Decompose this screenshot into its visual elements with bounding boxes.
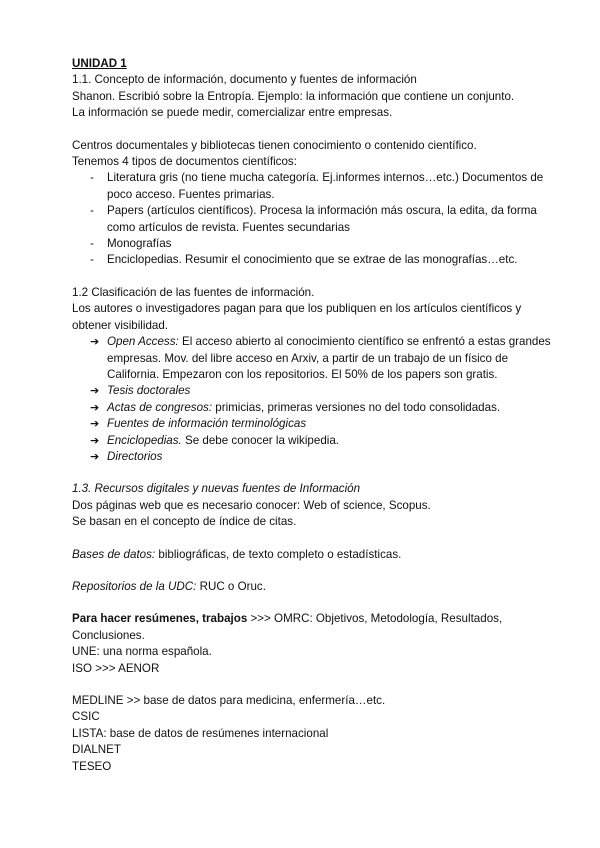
list-item: - Literatura gris (no tiene mucha categoría. Ej.informes internos…etc.) Documentos de poco acceso. Fuentes primarias.	[72, 170, 560, 203]
section-1-3-heading: 1.3. Recursos digitales y nuevas fuentes de Información	[72, 482, 361, 496]
shanon-line: Shanon. Escribió sobre la Entropía. Ejemplo: la información que contiene un conjunto.	[72, 89, 515, 103]
web-pages-line: Dos páginas web que es necesario conocer: Web of science, Scopus.	[72, 498, 431, 512]
section-1-2-intro: Los autores o investigadores pagan para que los publiquen en los artículos científicos y obtener visibilidad.	[72, 302, 522, 332]
list-item	[72, 383, 560, 399]
arrow-icon: ➔	[90, 433, 100, 447]
term: Enciclopedias.	[107, 433, 182, 447]
iso-line: ISO >>> AENOR	[72, 661, 160, 675]
database-line: MEDLINE >> base de datos para medicina, enfermería…etc.	[72, 694, 386, 707]
document-types-list	[72, 170, 560, 268]
term-description: >>> OMRC: Objetivos, Metodología, Resultados, Conclusiones.	[72, 612, 503, 642]
spacer	[72, 531, 560, 547]
list-item	[72, 416, 560, 432]
arrow-icon: ➔	[90, 417, 100, 431]
bold-term: Para hacer resúmenes, trabajos	[72, 612, 248, 626]
spacer	[72, 122, 560, 138]
list-item	[72, 449, 560, 465]
repos-line	[72, 579, 560, 595]
term-description: Se debe conocer la wikipedia.	[181, 433, 340, 447]
arrow-icon: ➔	[90, 384, 100, 398]
term: Fuentes de información terminológicas	[107, 417, 307, 431]
sources-list	[72, 334, 560, 465]
list-item	[72, 334, 560, 383]
arrow-icon: ➔	[90, 449, 100, 463]
arrow-icon: ➔	[90, 400, 100, 414]
unit-title: UNIDAD 1	[72, 57, 127, 70]
list-item: - Monografías	[72, 236, 560, 252]
section-1-1-heading: 1.1. Concepto de información, documento y fuentes de información	[72, 73, 417, 87]
term-description: bibliográficas, de texto completo o estadísticas.	[155, 547, 402, 561]
section-1-2-heading: 1.2 Clasificación de las fuentes de información.	[72, 285, 315, 299]
resumenes-line	[72, 611, 560, 644]
spacer	[72, 677, 560, 693]
centros-line: Centros documentales y bibliotecas tienen conocimiento o contenido científico.	[72, 138, 477, 152]
list-item: - Papers (artículos científicos). Procesa la información más oscura, la edita, da forma como artículos de revista. Fuentes secundarias	[72, 203, 560, 236]
term: Bases de datos:	[72, 547, 156, 561]
list-item: - Enciclopedias. Resumir el conocimiento que se extrae de las monografías…etc.	[72, 252, 560, 268]
term-description: primicias, primeras versiones no del todo consolidadas.	[212, 400, 501, 414]
database-line: LISTA: base de datos de resúmenes internacional	[72, 726, 329, 740]
database-line: CSIC	[72, 710, 100, 724]
term-description: El acceso abierto al conocimiento científico se enfrentó a estas grandes empresas. Mov. del libre acceso en Arxiv, a partir de un trabajo de un físico de California. Empezaron con los repositorios. El 50% de los papers son gratis.	[107, 335, 551, 381]
database-line: TESEO	[72, 759, 112, 773]
term: Repositorios de la UDC:	[72, 579, 197, 593]
une-line: UNE: una norma española.	[72, 645, 212, 659]
spacer	[72, 563, 560, 579]
citation-index-line: Se basan en el concepto de índice de citas.	[72, 515, 297, 529]
database-line: DIALNET	[72, 743, 121, 757]
spacer	[72, 465, 560, 481]
term: Actas de congresos:	[107, 400, 213, 414]
term: Tesis doctorales	[107, 384, 191, 398]
list-item	[72, 400, 560, 416]
term-description: RUC o Oruc.	[196, 579, 266, 593]
spacer	[72, 595, 560, 611]
document-types-intro: Tenemos 4 tipos de documentos científicos:	[72, 155, 297, 169]
list-item	[72, 433, 560, 449]
bases-line	[72, 547, 560, 563]
spacer	[72, 269, 560, 285]
arrow-icon: ➔	[90, 335, 100, 349]
term: Open Access:	[107, 335, 179, 349]
term: Directorios	[107, 449, 163, 463]
information-measure-line: La información se puede medir, comercializar entre empresas.	[72, 106, 393, 120]
